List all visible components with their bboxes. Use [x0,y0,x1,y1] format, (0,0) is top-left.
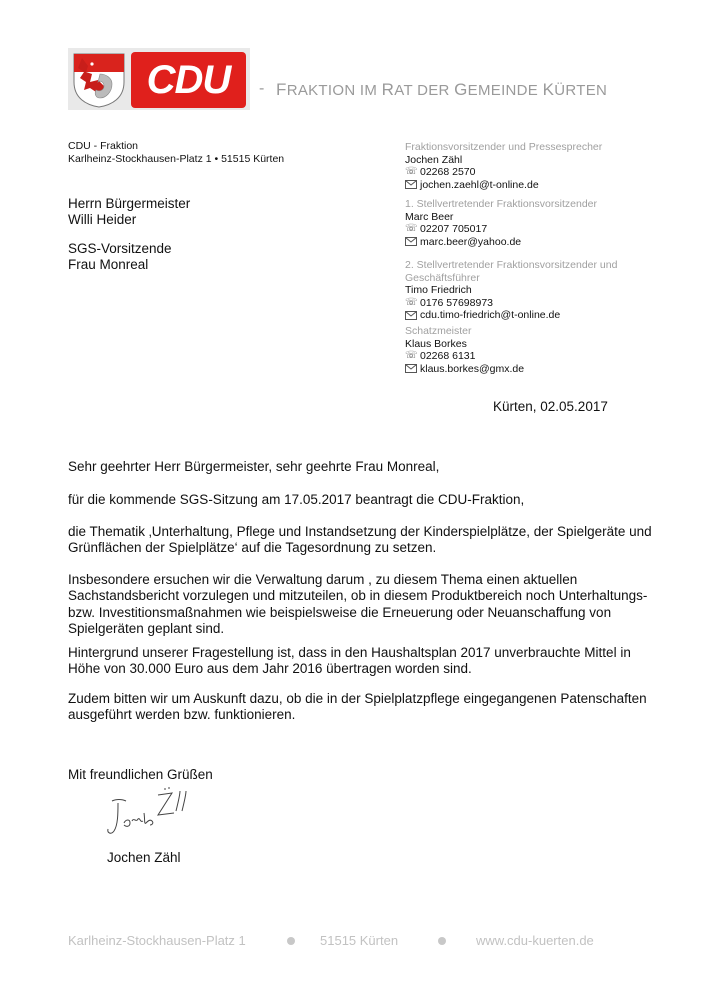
envelope-icon [405,180,417,189]
contact-email[interactable]: cdu.timo-friedrich@t-online.de [405,309,617,322]
envelope-icon [405,311,417,320]
contact-role: 1. Stellvertretender Fraktionsvorsitzender [405,198,597,210]
contact-block [405,141,602,191]
footer-bullet-icon [287,937,295,945]
cdu-logo-text: CDU [146,58,231,102]
contact-block [405,198,597,248]
contact-block [405,259,617,322]
phone-icon: ☏ [405,296,418,308]
signer-name: Jochen Zähl [107,850,181,865]
contact-phone: ☏ 02268 6131 [405,350,476,362]
contact-email[interactable]: klaus.borkes@gmx.de [405,363,524,376]
recipient-line: Willi Heider [68,212,137,227]
contact-role: Schatzmeister [405,325,472,337]
salutation: Sehr geehrter Herr Bürgermeister, sehr geehrte Frau Monreal, [68,459,440,474]
envelope-icon [405,237,417,246]
contact-phone: ☏ 02207 705017 [405,223,488,235]
contact-block [405,325,524,375]
contact-role: Fraktionsvorsitzender und Pressesprecher [405,141,603,153]
contact-role-continued: Geschäftsführer [405,271,480,284]
contact-name: Marc Beer [405,210,454,223]
footer-bullet-icon [438,937,446,945]
recipient-line: SGS-Vorsitzende [68,241,172,256]
letter-date: Kürten, 02.05.2017 [493,399,608,414]
sender-name: CDU - Fraktion [68,140,139,152]
contact-name: Timo Friedrich [405,284,472,296]
closing: Mit freundlichen Grüßen [68,767,213,782]
phone-icon: ☏ [405,350,418,361]
contact-phone: ☏ 02268 2570 [405,166,476,178]
contact-phone: ☏ 0176 57698973 [405,296,493,309]
recipient-line: Frau Monreal [68,257,149,272]
phone-icon: ☏ [405,166,418,177]
contact-email[interactable]: marc.beer@yahoo.de [405,236,597,249]
recipient-line: Herrn Bürgermeister [68,196,191,211]
body-paragraph: Insbesondere ersuchen wir die Verwaltung darum , zu diesem Thema einen aktuellen Sachstandsbericht vorzulegen und mitzuteilen, ob in diesem Produktbereich noch Unterhaltungs- bzw. Investitionsmaßnahmen wie beispielsweise die Erneuerung oder Neuanschaffung von Spielgeräten geplant sind. [68,572,648,636]
contact-email[interactable]: jochen.zaehl@t-online.de [405,179,602,192]
handwritten-signature [88,783,233,845]
body-paragraph: für die kommende SGS-Sitzung am 17.05.2017 beantragt die CDU-Fraktion, [68,492,525,507]
header-dash: - [259,80,265,97]
footer-website[interactable]: www.cdu-kuerten.de [476,933,594,948]
body-paragraph: die Thematik ‚Unterhaltung, Pflege und Instandsetzung der Kinderspielplätze, der Spielgeräte und Grünflächen der Spielplätze‘ auf die Tagesordnung zu setzen. [68,524,652,556]
phone-icon: ☏ [405,223,418,234]
footer [0,933,707,953]
footer-city: 51515 Kürten [320,933,399,948]
footer-address: Karlheinz-Stockhausen-Platz 1 [68,933,246,948]
header-title: FRAKTION IM RAT DER GEMEINDE KÜRTEN [276,80,608,99]
contact-name: Klaus Borkes [405,337,467,350]
sender-address: Karlheinz-Stockhausen-Platz 1 • 51515 Kürten [68,153,285,165]
body-paragraph: Hintergrund unserer Fragestellung ist, dass in den Haushaltsplan 2017 unverbrauchte Mittel in Höhe von 30.000 Euro aus dem Jahr 2016 übertragen worden sind. [68,645,631,677]
envelope-icon [405,364,417,373]
municipal-crest-icon [72,52,126,108]
body-paragraph: Zudem bitten wir um Auskunft dazu, ob die in der Spielplatzpflege eingegangenen Patenschaften ausgeführt werden bzw. funktionieren. [68,691,647,723]
contact-name: Jochen Zähl [405,153,463,166]
contact-role: 2. Stellvertretender Fraktionsvorsitzender und [405,259,618,271]
